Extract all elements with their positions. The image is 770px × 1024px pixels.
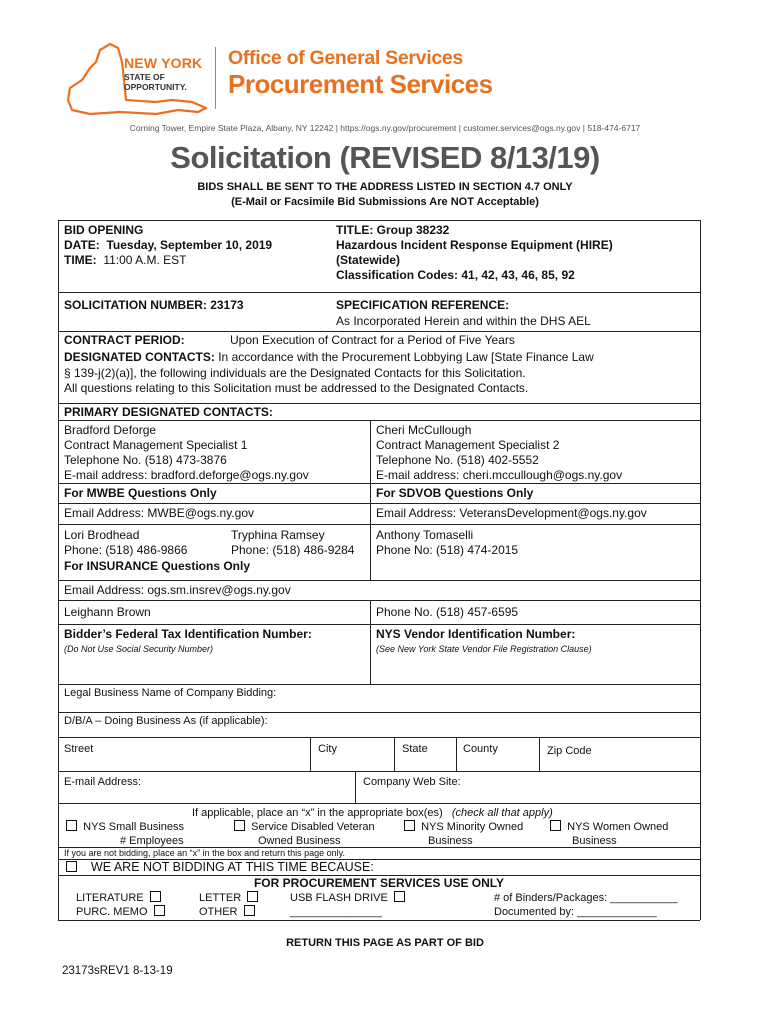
- bid-opening-time: [64, 253, 187, 268]
- county-label[interactable]: County: [463, 743, 498, 755]
- rule: [58, 420, 700, 421]
- mwbe-contact1-phone: Phone: (518) 486-9866: [64, 543, 188, 557]
- rule: [58, 331, 700, 332]
- mwbe-contact2-name: Tryphina Ramsey: [231, 528, 325, 542]
- field-divider: [394, 737, 395, 771]
- insurance-email: Email Address: ogs.sm.insrev@ogs.ny.gov: [64, 583, 291, 597]
- letter-label: LETTER: [199, 892, 242, 904]
- letter-checkbox[interactable]: [247, 891, 258, 902]
- rule: [58, 803, 700, 804]
- office-name: Office of General Services: [228, 47, 463, 69]
- binders-field[interactable]: # of Binders/Packages: ___________: [494, 892, 678, 904]
- designated-contacts-line-1: [64, 350, 594, 365]
- logo-divider: [215, 47, 216, 109]
- tax-id-label: Bidder’s Federal Tax Identification Number:: [64, 627, 312, 641]
- border-left: [58, 220, 59, 920]
- documented-field[interactable]: Documented by: _____________: [494, 906, 657, 918]
- solicitation-title: TITLE: Group 38232: [336, 223, 450, 237]
- purc-memo-label: PURC. MEMO: [76, 906, 148, 918]
- solicitation-scope: (Statewide): [336, 253, 401, 267]
- not-bidding-label: WE ARE NOT BIDDING AT THIS TIME BECAUSE:: [90, 860, 374, 874]
- sdvob-contact-name: Anthony Tomaselli: [376, 528, 474, 542]
- women-checkbox[interactable]: [550, 820, 561, 831]
- column-divider: [370, 420, 371, 580]
- minority-checkbox[interactable]: [404, 820, 415, 831]
- usb-blank[interactable]: _______________: [290, 906, 382, 918]
- vendor-id-field[interactable]: [376, 656, 694, 680]
- rule: [58, 600, 700, 601]
- office-title: [228, 48, 493, 99]
- classification-codes: Classification Codes: 41, 42, 43, 46, 85, 92: [336, 268, 575, 282]
- solicitation-number: SOLICITATION NUMBER: 23173: [64, 298, 244, 312]
- rule: [58, 580, 700, 581]
- contact1-email: E-mail address: bradford.deforge@ogs.ny.gov: [64, 468, 309, 482]
- field-divider: [355, 771, 356, 803]
- rule: [58, 737, 700, 738]
- applicable-note-italic: (check all that apply): [451, 807, 553, 819]
- not-bidding-checkbox[interactable]: [66, 861, 77, 872]
- rule: [58, 403, 700, 404]
- field-divider: [539, 737, 540, 771]
- contract-period-value: Upon Execution of Contract for a Period of Five Years: [230, 333, 515, 347]
- solicitation-subtitle: Hazardous Incident Response Equipment (HIRE): [336, 238, 613, 252]
- designated-contacts-label: DESIGNATED CONTACTS:: [64, 350, 215, 364]
- usb-label: USB FLASH DRIVE: [290, 892, 388, 904]
- footer-code: 23173sREV1 8-13-19: [62, 965, 173, 977]
- header-address: Corning Tower, Empire State Plaza, Albany, NY 12242 | https://ogs.ny.gov/procurement | customer.services@ogs.ny.gov | 518-474-6717: [129, 123, 641, 133]
- email-label[interactable]: E-mail Address:: [64, 776, 142, 788]
- designated-contacts-line-2: § 139-j(2)(a)], the following individuals are the Designated Contacts for this Solicitation.: [64, 366, 526, 380]
- sdvob-label: Service Disabled Veteran: [251, 821, 375, 833]
- time-value: 11:00 A.M. EST: [103, 253, 187, 267]
- women-option[interactable]: [550, 820, 668, 835]
- city-label[interactable]: City: [318, 743, 337, 755]
- rule: [58, 220, 700, 221]
- insurance-contact-phone: Phone No. (518) 457-6595: [376, 605, 519, 619]
- state-label[interactable]: State: [402, 743, 428, 755]
- not-bidding-option[interactable]: [66, 860, 374, 875]
- women-label: NYS Women Owned: [567, 821, 669, 833]
- header: [60, 40, 710, 120]
- designated-contacts-text: In accordance with the Procurement Lobbying Law [State Finance Law: [214, 350, 594, 364]
- purc-memo-checkbox[interactable]: [154, 905, 165, 916]
- small-business-checkbox[interactable]: [66, 820, 77, 831]
- date-value: Tuesday, September 10, 2019: [106, 238, 273, 252]
- rule: [58, 771, 700, 772]
- tax-id-note: (Do Not Use Social Security Number): [64, 644, 214, 654]
- sdvob-contact-phone: Phone No: (518) 474-2015: [376, 543, 519, 557]
- sdvob-label-2: Owned Business: [258, 835, 341, 847]
- applicable-note-text: If applicable, place an “x” in the appropriate box(es): [192, 807, 443, 819]
- mwbe-heading: For MWBE Questions Only: [64, 486, 217, 500]
- vendor-id-label: NYS Vendor Identification Number:: [376, 627, 576, 641]
- other-label: OTHER: [199, 906, 238, 918]
- literature-checkbox[interactable]: [150, 891, 161, 902]
- legal-name-field[interactable]: [59, 685, 699, 712]
- vendor-id-note: (See New York State Vendor File Registration Clause): [376, 644, 592, 654]
- mwbe-contact2-phone: Phone: (518) 486-9284: [231, 543, 355, 557]
- time-label: TIME:: [64, 253, 97, 267]
- bids-note-line-1: BIDS SHALL BE SENT TO THE ADDRESS LISTED IN SECTION 4.7 ONLY: [197, 181, 573, 193]
- nys-logo: [60, 40, 225, 118]
- spec-reference-value: As Incorporated Herein and within the DHS AEL: [336, 314, 591, 328]
- division-name: Procurement Services: [228, 69, 493, 100]
- designated-contacts-line-3: All questions relating to this Solicitation must be addressed to the Designated Contacts.: [64, 381, 529, 395]
- logo-line-2: STATE OF: [124, 72, 165, 82]
- field-divider: [456, 737, 457, 771]
- small-business-option[interactable]: [66, 820, 184, 835]
- sdvob-email: Email Address: VeteransDevelopment@ogs.ny.gov: [376, 506, 647, 520]
- return-note: RETURN THIS PAGE AS PART OF BID: [286, 937, 484, 949]
- applicable-note: [192, 806, 553, 821]
- contact1-title: Contract Management Specialist 1: [64, 438, 248, 452]
- other-option[interactable]: [199, 905, 255, 920]
- rule: [58, 292, 700, 293]
- sdvob-checkbox[interactable]: [234, 820, 245, 831]
- nys-logo-text: [124, 56, 202, 93]
- contact1-name: Bradford Deforge: [64, 423, 157, 437]
- dba-label: D/B/A – Doing Business As (if applicable):: [64, 715, 268, 727]
- dba-field[interactable]: [59, 713, 699, 737]
- usb-checkbox[interactable]: [394, 891, 405, 902]
- rule: [58, 503, 700, 504]
- contact2-phone: Telephone No. (518) 402-5552: [376, 453, 539, 467]
- page-title: Solicitation (REVISED 8/13/19): [170, 140, 600, 175]
- rule: [58, 524, 700, 525]
- bids-note: [0, 180, 770, 211]
- border-right: [700, 220, 701, 920]
- sdvob-option[interactable]: [234, 820, 375, 835]
- other-checkbox[interactable]: [244, 905, 255, 916]
- rule: [58, 920, 700, 921]
- bid-opening-heading: BID OPENING: [64, 223, 144, 237]
- primary-contacts-heading: PRIMARY DESIGNATED CONTACTS:: [64, 405, 273, 419]
- literature-option[interactable]: [76, 891, 161, 906]
- mwbe-email: Email Address: MWBE@ogs.ny.gov: [64, 506, 255, 520]
- spec-reference-label: SPECIFICATION REFERENCE:: [336, 298, 510, 312]
- women-label-2: Business: [572, 835, 617, 847]
- contract-period-label: CONTRACT PERIOD:: [64, 333, 185, 347]
- usb-option[interactable]: [290, 891, 405, 906]
- legal-name-label: Legal Business Name of Company Bidding:: [64, 687, 277, 699]
- rule: [58, 483, 700, 484]
- column-divider: [370, 600, 371, 684]
- street-label[interactable]: Street: [64, 743, 94, 755]
- date-label: DATE:: [64, 238, 100, 252]
- mwbe-contact1-name: Lori Brodhead: [64, 528, 140, 542]
- contact2-email: E-mail address: cheri.mccullough@ogs.ny.gov: [376, 468, 623, 482]
- employees-label: # Employees: [120, 835, 184, 847]
- minority-label-2: Business: [428, 835, 473, 847]
- bids-note-line-2: (E-Mail or Facsimile Bid Submissions Are NOT Acceptable): [231, 196, 539, 209]
- minority-label: NYS Minority Owned: [421, 821, 524, 833]
- minority-option[interactable]: [404, 820, 523, 835]
- not-bidding-note: If you are not bidding, place an “x” in the box and return this page only.: [64, 848, 346, 858]
- zip-label[interactable]: Zip Code: [547, 745, 592, 757]
- contact2-name: Cheri McCullough: [376, 423, 472, 437]
- insurance-heading: For INSURANCE Questions Only: [64, 559, 251, 573]
- sdvob-heading: For SDVOB Questions Only: [376, 486, 534, 500]
- contact2-title: Contract Management Specialist 2: [376, 438, 560, 452]
- insurance-contact-name: Leighann Brown: [64, 605, 151, 619]
- letter-option[interactable]: [199, 891, 258, 906]
- logo-line-1: NEW YORK: [124, 55, 203, 71]
- logo-line-3: OPPORTUNITY.: [124, 81, 187, 92]
- procurement-use-heading: FOR PROCUREMENT SERVICES USE ONLY: [253, 876, 505, 890]
- field-divider: [310, 737, 311, 771]
- rule: [58, 624, 700, 625]
- literature-label: LITERATURE: [76, 892, 144, 904]
- bid-opening-date: [64, 238, 272, 253]
- small-business-label: NYS Small Business: [83, 821, 184, 833]
- website-label[interactable]: Company Web Site:: [363, 776, 461, 788]
- tax-id-field[interactable]: [64, 656, 364, 680]
- contact1-phone: Telephone No. (518) 473-3876: [64, 453, 227, 467]
- purc-memo-option[interactable]: [76, 905, 165, 920]
